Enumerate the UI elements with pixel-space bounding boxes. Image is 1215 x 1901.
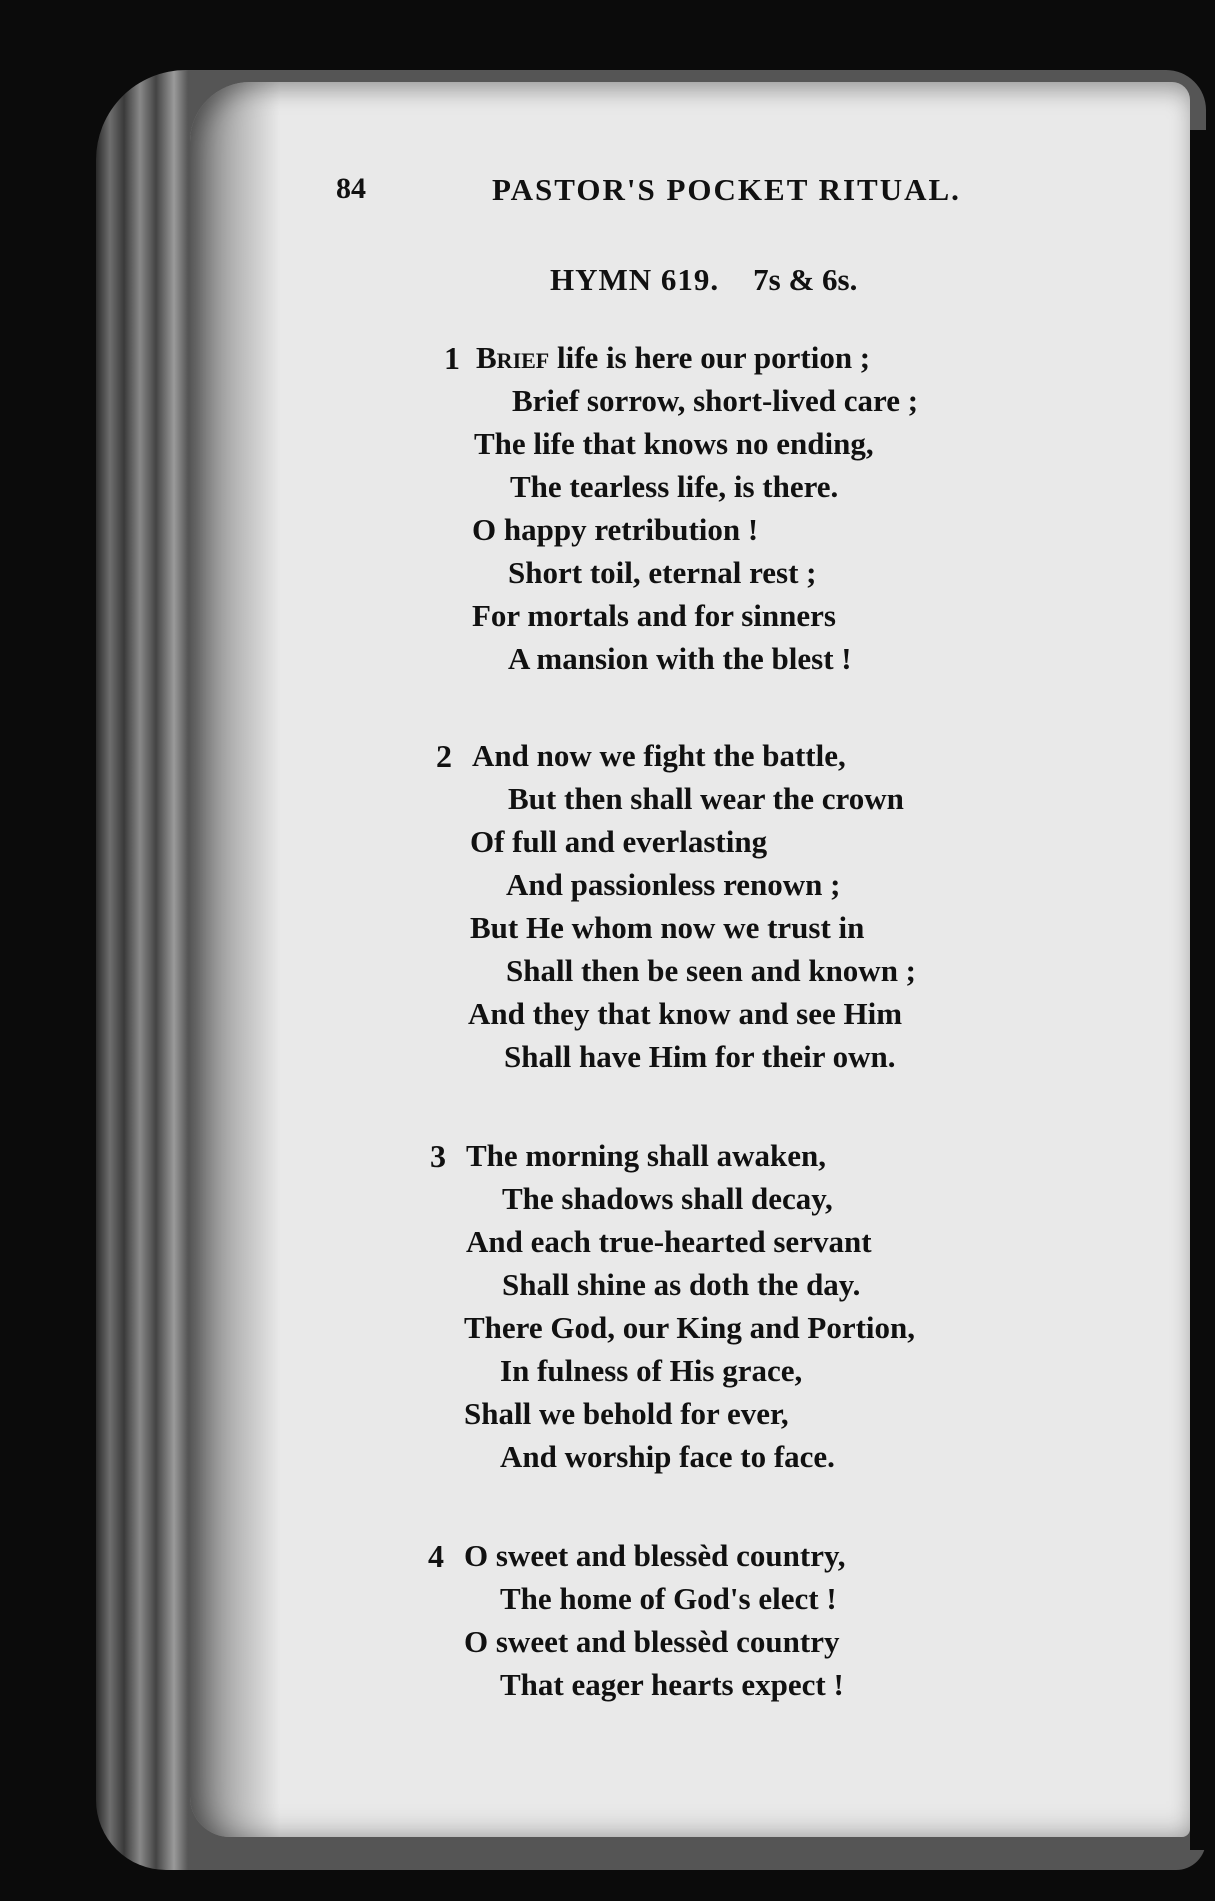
stanza-line: Of full and everlasting: [470, 824, 768, 859]
stanza-line: For mortals and for sinners: [472, 598, 836, 633]
stanza-line: The life that knows no ending,: [474, 426, 874, 461]
stanza-line: The shadows shall decay,: [502, 1181, 833, 1216]
stanza-first-word: Brief: [476, 340, 550, 375]
stanza-line: [476, 340, 870, 376]
stanza-line: Shall we behold for ever,: [464, 1396, 789, 1431]
stanza-line: Shall shine as doth the day.: [502, 1267, 861, 1302]
stanza-line-text: life is here our portion ;: [549, 340, 871, 375]
stanza-line: There God, our King and Portion,: [464, 1310, 915, 1345]
stanza-number: 1: [444, 340, 460, 376]
stanza-number: 3: [430, 1138, 446, 1174]
stanza-line: That eager hearts expect !: [500, 1667, 844, 1702]
stanza-line: Shall have Him for their own.: [504, 1039, 896, 1074]
stanza-line: The morning shall awaken,: [466, 1138, 827, 1173]
running-title: PASTOR'S POCKET RITUAL.: [492, 172, 961, 207]
stanza-line: And they that know and see Him: [468, 996, 903, 1031]
stanza-line: And now we fight the battle,: [472, 738, 846, 773]
stanza-line: A mansion with the blest !: [508, 641, 852, 676]
stanza-line: But He whom now we trust in: [470, 910, 865, 945]
stanza-line: And passionless renown ;: [506, 867, 841, 902]
stanza-line: In fulness of His grace,: [500, 1353, 803, 1388]
page-number: 84: [336, 172, 366, 205]
stanza-line: O sweet and blessèd country: [464, 1624, 840, 1659]
stanza-line: Brief sorrow, short-lived care ;: [512, 383, 919, 418]
hymn-meter: 7s & 6s.: [753, 262, 858, 297]
stanza-line: O happy retribution !: [472, 512, 759, 547]
stanza-line: The home of God's elect !: [500, 1581, 837, 1616]
stanza-number: 2: [436, 738, 452, 774]
stanza-line: O sweet and blessèd country,: [464, 1538, 846, 1573]
stanza-line: Short toil, eternal rest ;: [508, 555, 817, 590]
stanza-line: Shall then be seen and known ;: [506, 953, 917, 988]
hymn-title: HYMN 619.: [550, 262, 720, 297]
stanza-line: But then shall wear the crown: [508, 781, 904, 816]
stanza-line: And worship face to face.: [500, 1439, 835, 1474]
hymn-heading: [550, 262, 857, 298]
stanza-line: And each true-hearted servant: [466, 1224, 872, 1259]
stanza-number: 4: [428, 1538, 444, 1574]
stanza-line: The tearless life, is there.: [510, 469, 839, 504]
